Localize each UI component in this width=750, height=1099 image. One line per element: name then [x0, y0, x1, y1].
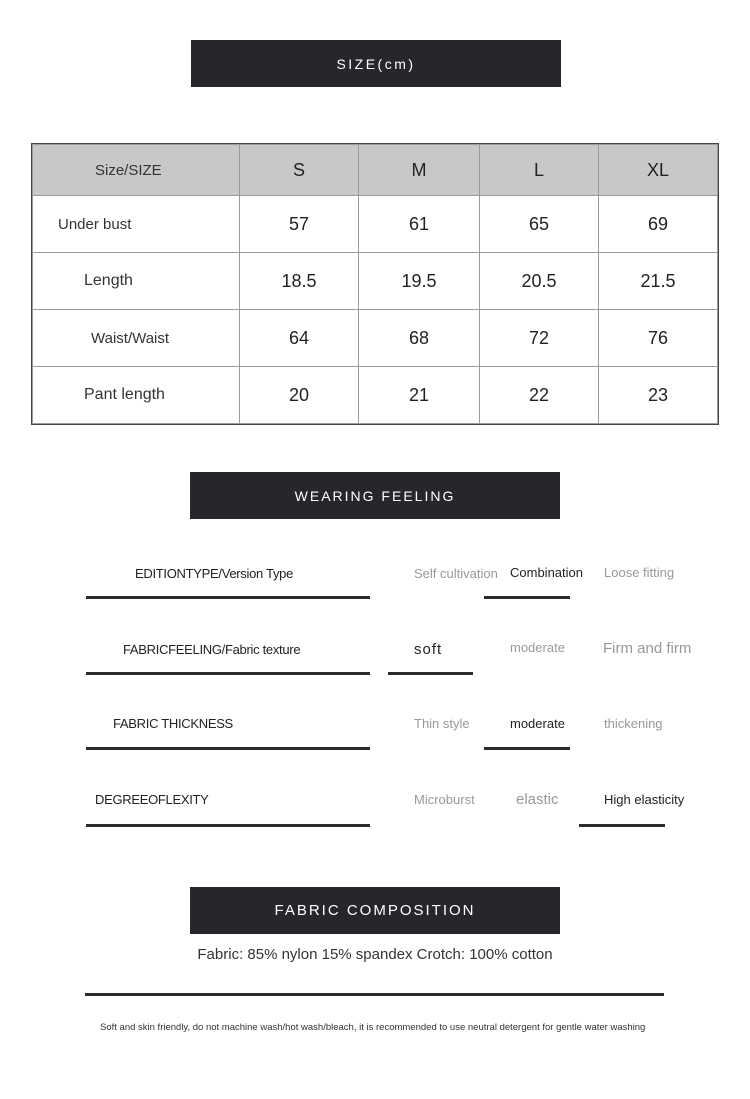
fabric-composition-title: FABRIC COMPOSITION — [274, 902, 476, 919]
table-row — [33, 310, 718, 367]
feel-label-underline — [86, 747, 370, 750]
row-label: Pant length — [33, 367, 240, 424]
feel-label-version-type: EDITIONTYPE/Version Type — [135, 566, 294, 581]
table-cell: 69 — [599, 196, 718, 253]
header-cell: S — [240, 145, 359, 196]
option-elastic: elastic — [516, 791, 559, 808]
wearing-feeling-banner — [190, 472, 560, 519]
row-label: Waist/Waist — [33, 310, 240, 367]
row-label: Under bust — [33, 196, 240, 253]
table-cell: 22 — [480, 367, 599, 424]
size-table-header-row — [33, 145, 718, 196]
table-cell: 19.5 — [359, 253, 480, 310]
header-cell: L — [480, 145, 599, 196]
feel-label-underline — [86, 672, 370, 675]
option-microburst: Microburst — [414, 792, 475, 807]
fabric-composition-text: Fabric: 85% nylon 15% spandex Crotch: 100% cotton — [197, 946, 553, 963]
selected-underline — [388, 672, 473, 675]
divider — [85, 993, 664, 996]
table-cell: 20.5 — [480, 253, 599, 310]
option-high-elasticity-selected: High elasticity — [604, 792, 685, 807]
option-moderate: moderate — [510, 640, 565, 655]
header-cell: M — [359, 145, 480, 196]
table-cell: 20 — [240, 367, 359, 424]
table-cell: 72 — [480, 310, 599, 367]
header-cell: Size/SIZE — [33, 145, 240, 196]
table-row — [33, 367, 718, 424]
feel-label-elasticity: DEGREEOFLEXITY — [95, 792, 209, 807]
size-title: SIZE(cm) — [336, 55, 416, 72]
table-cell: 65 — [480, 196, 599, 253]
selected-underline — [484, 596, 570, 599]
table-cell: 76 — [599, 310, 718, 367]
feel-label-underline — [86, 824, 370, 827]
table-cell: 23 — [599, 367, 718, 424]
table-row — [33, 196, 718, 253]
option-thin-style: Thin style — [414, 716, 470, 731]
option-self-cultivation: Self cultivation — [414, 566, 498, 581]
row-label: Length — [33, 253, 240, 310]
table-cell: 18.5 — [240, 253, 359, 310]
feel-label-fabric-texture: FABRICFEELING/Fabric texture — [123, 642, 301, 657]
table-cell: 68 — [359, 310, 480, 367]
table-cell: 57 — [240, 196, 359, 253]
size-table — [32, 144, 718, 424]
table-row — [33, 253, 718, 310]
option-loose-fitting: Loose fitting — [604, 565, 675, 580]
table-cell: 61 — [359, 196, 480, 253]
option-combination-selected: Combination — [510, 565, 583, 580]
selected-underline — [484, 747, 570, 750]
table-cell: 64 — [240, 310, 359, 367]
size-title-banner — [191, 40, 561, 87]
option-moderate-selected: moderate — [510, 716, 565, 731]
option-soft-selected: soft — [414, 641, 443, 658]
fabric-composition-banner — [190, 887, 560, 934]
option-thickening: thickening — [604, 716, 663, 731]
wearing-feeling-title: WEARING FEELING — [294, 487, 456, 504]
feel-label-underline — [86, 596, 370, 599]
care-instructions: Soft and skin friendly, do not machine wash/hot wash/bleach, it is recommended to use neutral detergent for gentle water washing — [100, 1022, 646, 1033]
header-cell: XL — [599, 145, 718, 196]
feel-label-fabric-thickness: FABRIC THICKNESS — [113, 716, 233, 731]
option-firm-and-firm: Firm and firm — [603, 640, 692, 657]
table-cell: 21.5 — [599, 253, 718, 310]
table-cell: 21 — [359, 367, 480, 424]
selected-underline — [579, 824, 665, 827]
